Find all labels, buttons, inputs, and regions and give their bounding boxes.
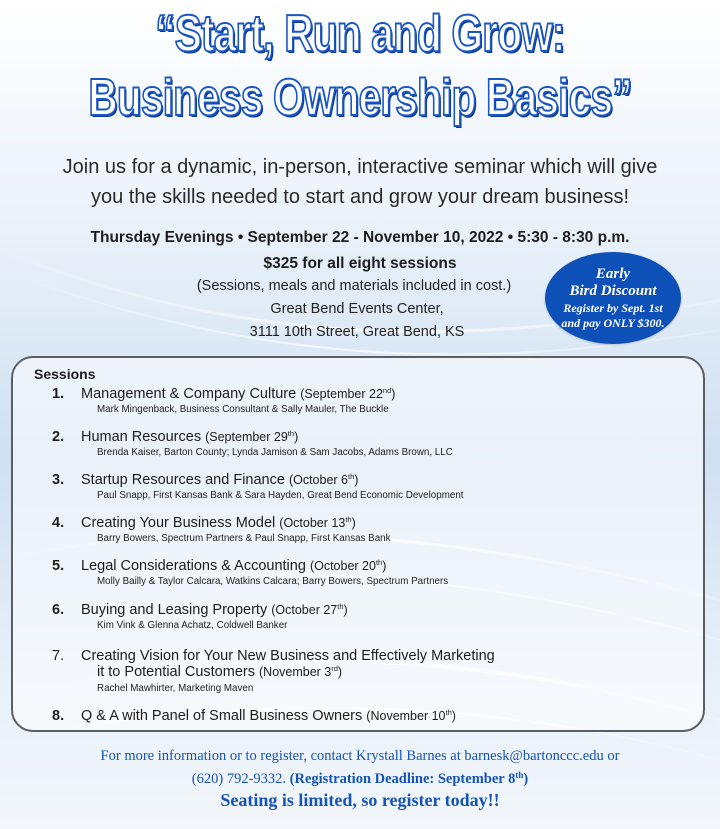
session-number: 3. <box>52 472 65 488</box>
price-note: (Sessions, meals and materials included in cost.) <box>196 278 512 294</box>
event-schedule <box>0 229 720 247</box>
early-bird-badge <box>545 252 681 344</box>
session-speakers: Molly Bailly & Taylor Calcara, Watkins Calcara; Barry Bowers, Spectrum Partners <box>97 576 449 587</box>
session-number: 6. <box>52 602 65 618</box>
session-number: 5. <box>52 558 65 574</box>
badge-line-2: Bird Discount <box>569 283 657 299</box>
session-speakers: Kim Vink & Glenna Achatz, Coldwell Banker <box>97 620 288 631</box>
session-date: (October 27th) <box>271 602 348 617</box>
bullet-icon: • <box>237 229 248 246</box>
session-number: 8. <box>52 708 65 724</box>
session-number: 4. <box>52 515 65 531</box>
session-date: (November 10th) <box>366 708 456 723</box>
session-name: Legal Considerations & Accounting (October 20th) <box>81 558 387 574</box>
seating-callout: Seating is limited, so register today!! <box>220 790 500 810</box>
venue: Great Bend Events Center, <box>270 301 444 317</box>
session-name: Management & Company Culture (September 22nd) <box>81 386 396 402</box>
event-time: 5:30 - 8:30 p.m. <box>517 229 630 246</box>
intro-line-1: Join us for a dynamic, in-person, interactive seminar which will give <box>62 156 658 178</box>
contact-info <box>0 748 720 765</box>
session-number: 2. <box>52 429 65 445</box>
session-speakers: Barry Bowers, Spectrum Partners & Paul Snapp, First Kansas Bank <box>97 533 391 544</box>
contact-phone-line <box>0 770 720 788</box>
session-number: 7. <box>52 648 65 664</box>
session-speakers: Rachel Mawhirter, Marketing Maven <box>97 683 254 694</box>
session-speakers: Brenda Kaiser, Barton County; Lynda Jamison & Sam Jacobs, Adams Brown, LLC <box>97 447 453 458</box>
session-number: 1. <box>52 386 65 402</box>
session-name: Buying and Leasing Property (October 27th) <box>81 602 348 618</box>
session-name: Human Resources (September 29th) <box>81 429 299 445</box>
session-speakers: Paul Snapp, First Kansas Bank & Sara Hayden, Great Bend Economic Development <box>97 490 464 501</box>
contact-text: For more information or to register, contact Krystall Barnes at barnesk@bartonccc.edu or <box>100 748 620 764</box>
contact-phone: (620) 792-9332. <box>191 771 287 787</box>
session-date: (October 20th) <box>309 558 387 573</box>
badge-line-1: Early <box>595 266 631 282</box>
session-name-cont: it to Potential Customers (November 3rd) <box>97 664 343 680</box>
address: 3111 10th Street, Great Bend, KS <box>249 324 465 340</box>
session-date: (October 6th) <box>288 472 359 487</box>
session-date: (September 22nd) <box>300 386 396 401</box>
session-name: Creating Your Business Model (October 13th) <box>81 515 356 531</box>
session-name: Q & A with Panel of Small Business Owners (November 10th) <box>81 708 456 724</box>
intro-text <box>0 152 720 212</box>
badge-line-3: Register by Sept. 1st <box>563 301 663 315</box>
event-price: $325 for all eight sessions <box>263 255 457 272</box>
registration-deadline: (Registration Deadline: September 8th) <box>289 770 529 787</box>
sessions-heading: Sessions <box>34 366 96 382</box>
session-name: Creating Vision for Your New Business and Effectively Marketing <box>81 648 495 664</box>
event-days: Thursday Evenings <box>90 229 234 246</box>
title-line-1: “Start, Run and Grow: <box>155 5 565 63</box>
badge-line-4: and pay ONLY $300. <box>561 316 665 330</box>
intro-line-2: you the skills needed to start and grow your dream business! <box>90 186 630 208</box>
session-name: Startup Resources and Finance (October 6th) <box>81 472 359 488</box>
event-dates: September 22 - November 10, 2022 <box>247 229 504 246</box>
session-speakers: Mark Mingenback, Business Consultant & Sally Mauler, The Buckle <box>97 404 389 415</box>
session-date: (October 13th) <box>279 515 356 530</box>
title-line-2: Business Ownership Basics” <box>88 69 632 127</box>
bullet-icon: • <box>507 229 518 246</box>
session-date: (September 29th) <box>205 429 299 444</box>
session-date: (November 3rd) <box>259 664 343 679</box>
